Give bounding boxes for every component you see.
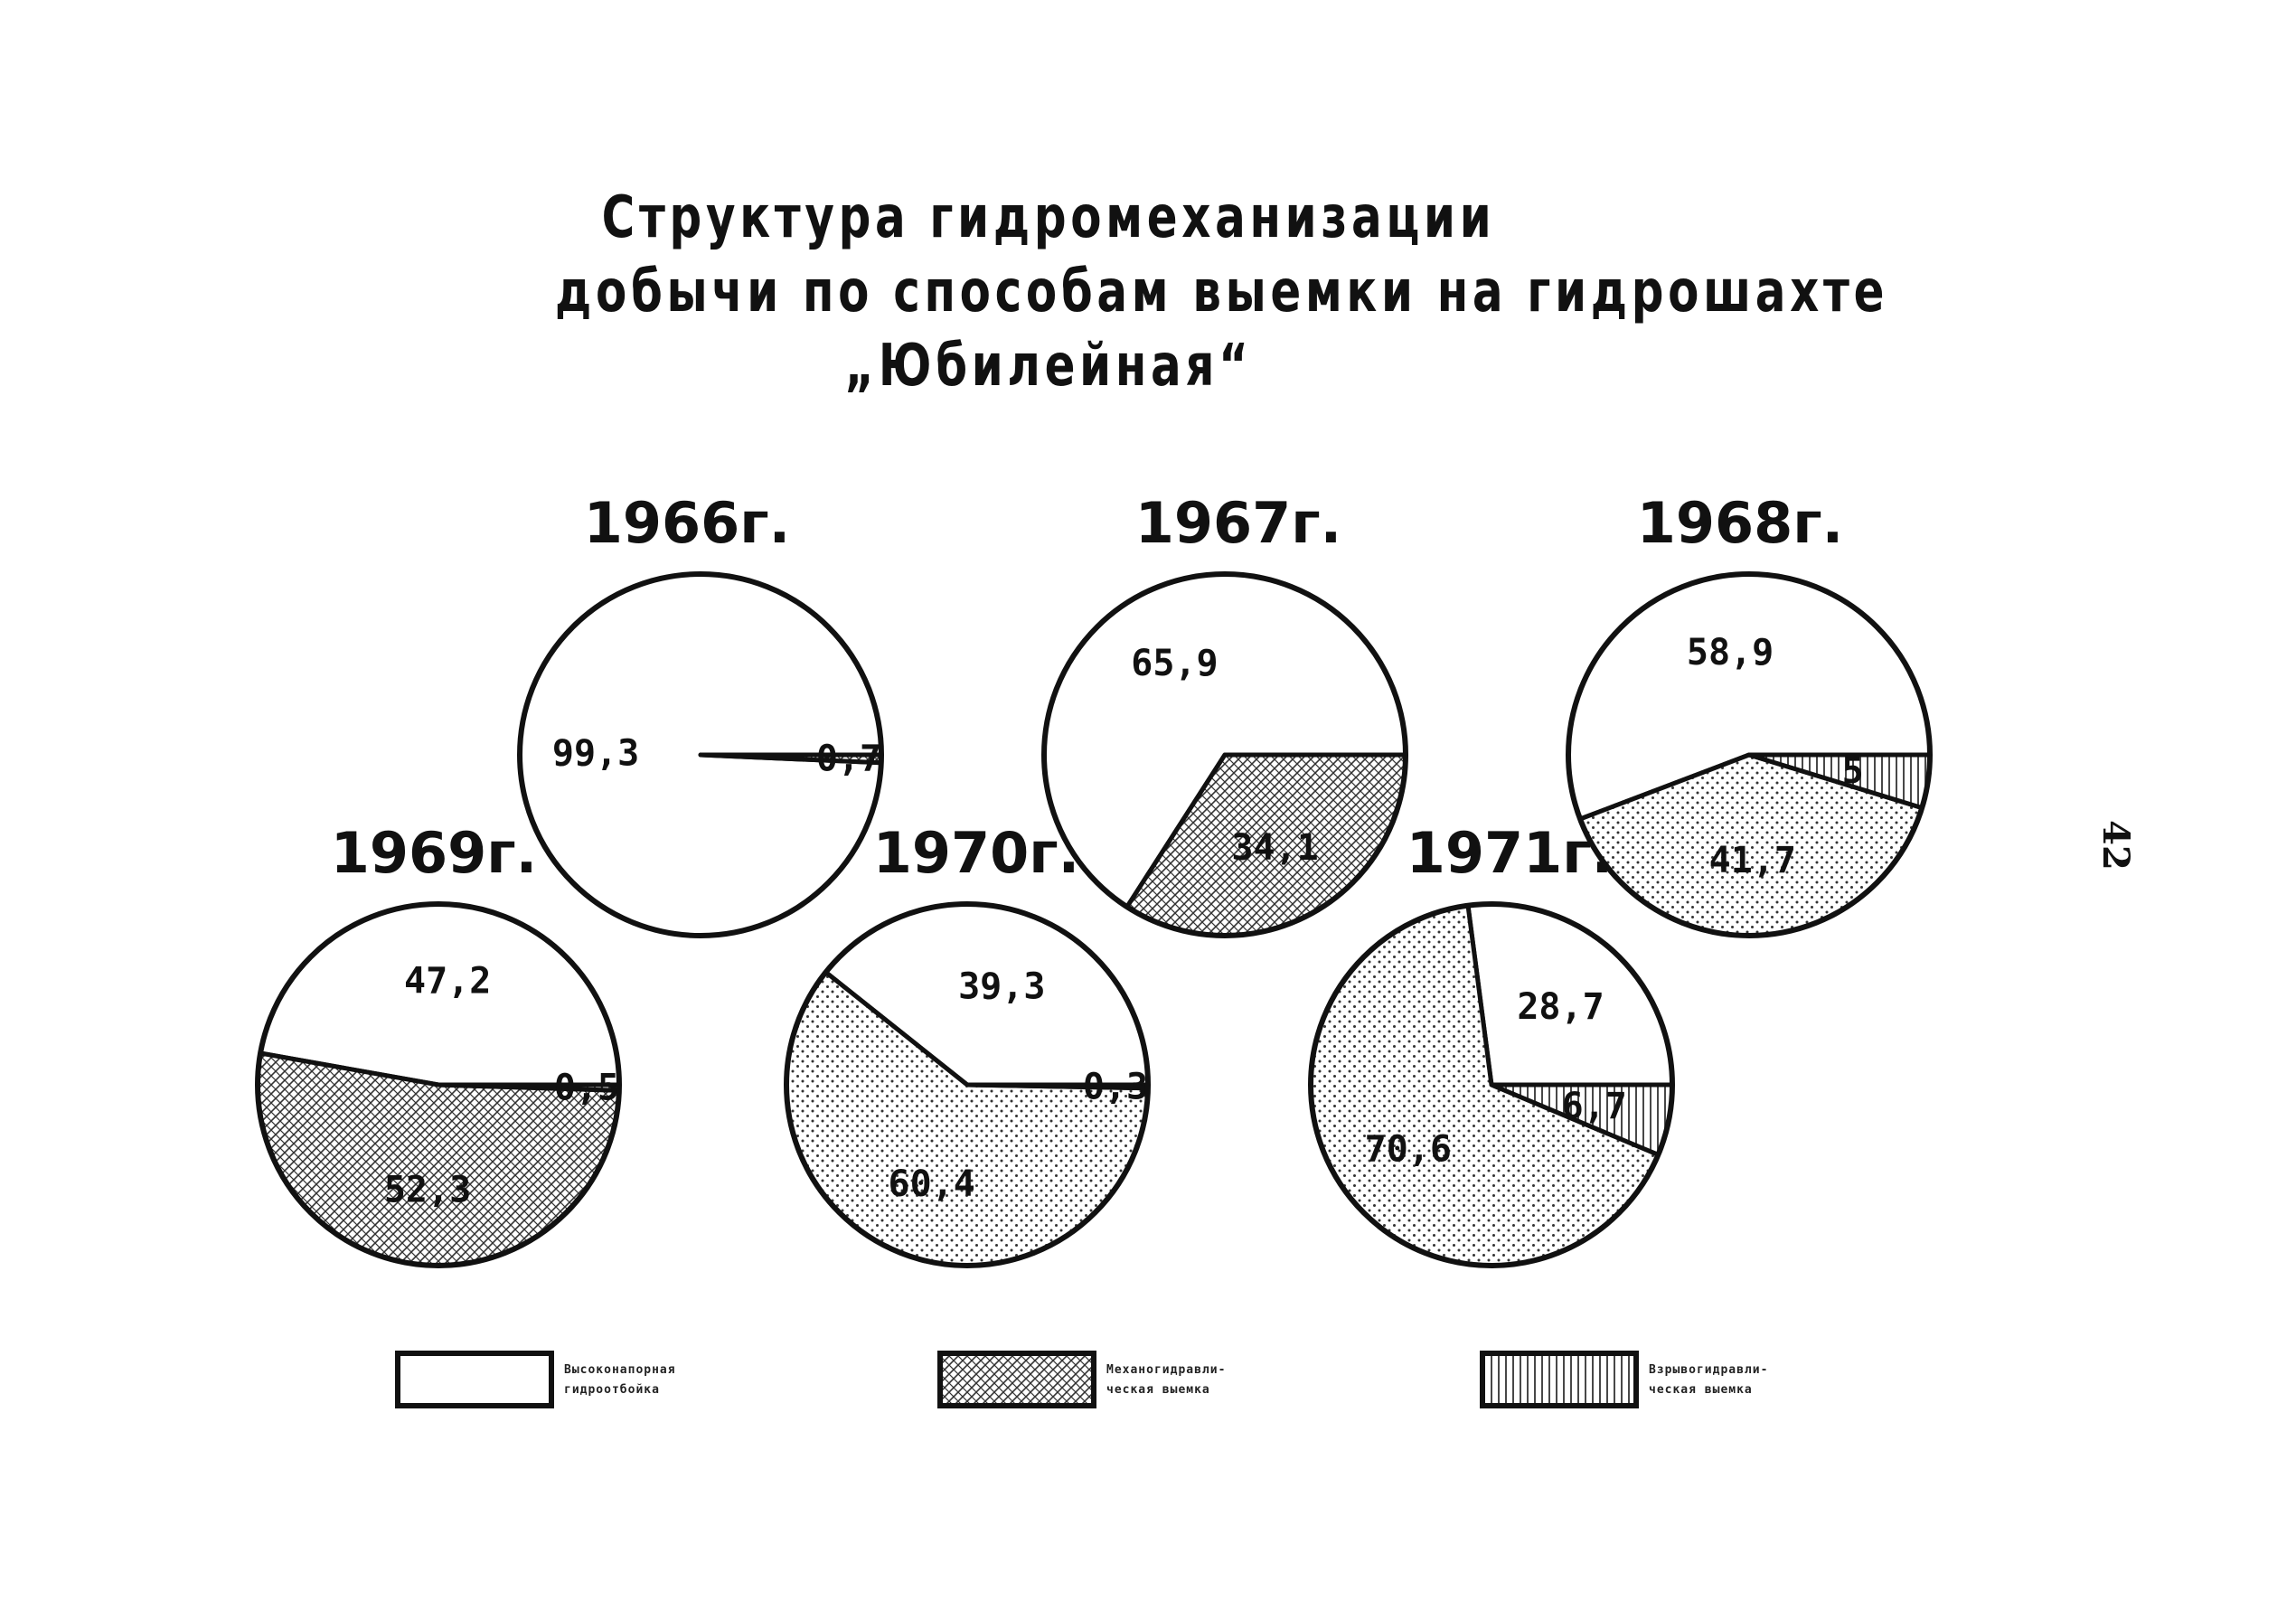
slice-value-label: 47,2	[404, 960, 492, 1003]
pie-chart-1970	[786, 820, 1148, 1266]
slice-value-label: 60,4	[888, 1163, 975, 1206]
legend-label-line-1: Взрывогидравли-	[1649, 1363, 1769, 1377]
legend	[398, 1353, 1768, 1406]
year-label: 1970г.	[872, 820, 1080, 886]
slice-value-label: 34,1	[1231, 826, 1319, 869]
year-label: 1967г.	[1134, 490, 1342, 556]
legend-swatch	[940, 1353, 1094, 1406]
legend-swatch	[1482, 1353, 1636, 1406]
slice-value-label: 0,3	[1082, 1066, 1149, 1108]
page-number: 42	[2094, 820, 2137, 871]
pie-chart-1966	[520, 490, 881, 936]
title-line-2: добычи по способам выемки на гидрошахте	[555, 259, 1889, 325]
legend-label-line-1: Механогидравли-	[1106, 1363, 1227, 1377]
legend-item-blank	[398, 1353, 676, 1406]
slice-value-label: 99,3	[551, 732, 640, 775]
year-label: 1969г.	[330, 820, 538, 886]
title-line-3: „Юбилейная“	[844, 333, 1253, 400]
slice-value-label: 39,3	[958, 965, 1046, 1008]
slice-value-label: 0,5	[553, 1067, 620, 1109]
year-label: 1971г.	[1406, 820, 1614, 886]
year-label: 1966г.	[583, 490, 791, 556]
legend-label-line-2: гидроотбойка	[564, 1383, 660, 1397]
legend-label-line-2: ческая выемка	[1649, 1383, 1753, 1397]
slice-value-label: 70,6	[1364, 1128, 1452, 1171]
legend-item-crosshatch	[940, 1353, 1226, 1406]
title-line-1: Структура гидромеханизации	[601, 184, 1496, 251]
slice-value-label: 41,7	[1708, 839, 1796, 881]
slice-value-label: 5	[1841, 750, 1864, 793]
slice-value-label: 58,9	[1686, 631, 1774, 673]
slice-value-label: 52,3	[383, 1169, 472, 1211]
pie-chart-1971	[1311, 820, 1672, 1266]
pie-chart-1968	[1568, 490, 1930, 936]
slice-value-label: 0,7	[815, 738, 882, 780]
year-label: 1968г.	[1636, 490, 1844, 556]
legend-label-line-1: Высоконапорная	[564, 1363, 676, 1377]
slice-value-label: 65,9	[1131, 643, 1219, 685]
pie-chart-1969	[258, 820, 619, 1266]
legend-item-vertical	[1482, 1353, 1768, 1406]
slice-value-label: 6,7	[1561, 1085, 1627, 1127]
legend-swatch	[398, 1353, 551, 1406]
pie-chart-1967	[1044, 490, 1406, 936]
legend-label-line-2: ческая выемка	[1106, 1383, 1210, 1397]
slice-value-label: 28,7	[1517, 985, 1604, 1028]
